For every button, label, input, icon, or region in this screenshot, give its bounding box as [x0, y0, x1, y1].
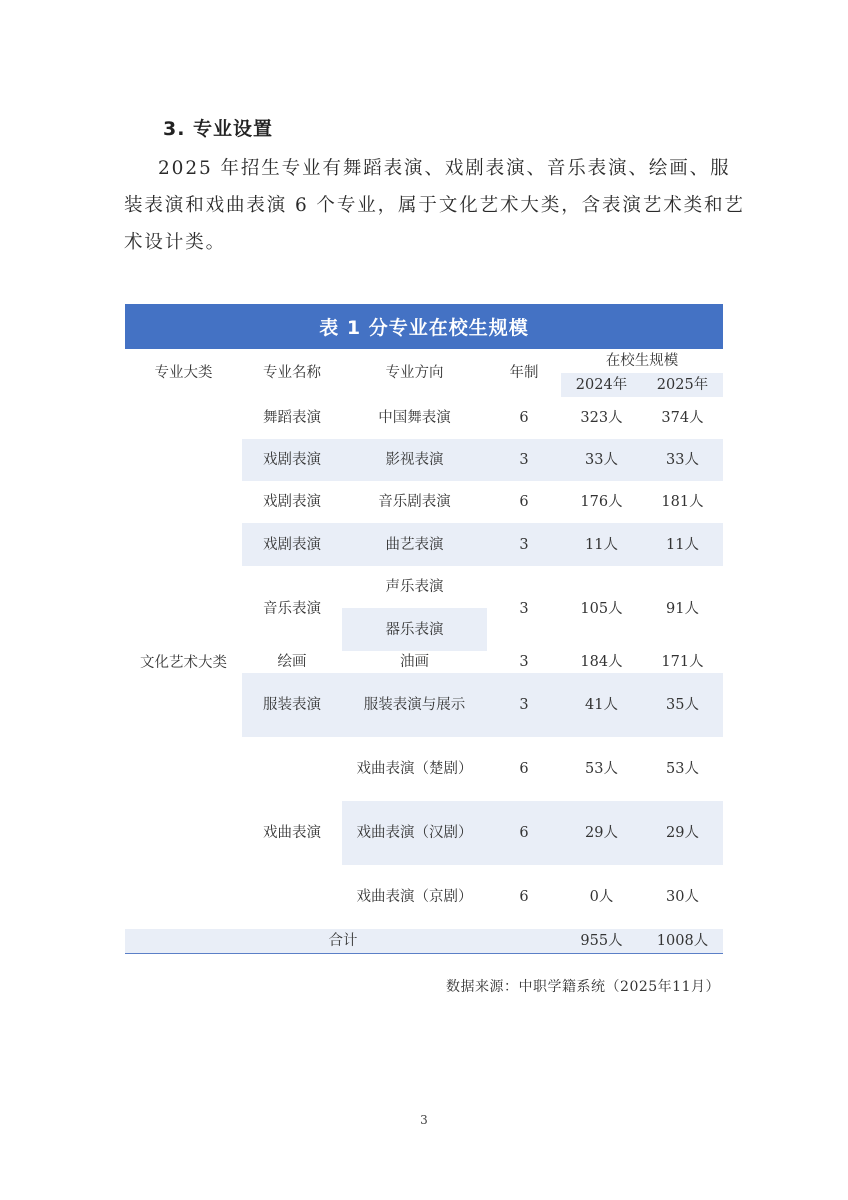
- direction-cell: 中国舞表演: [378, 410, 451, 426]
- table-title: 表 1 分专业在校生规模: [125, 304, 723, 349]
- header-major: 专业名称: [263, 365, 321, 381]
- major-cell: 音乐表演: [263, 600, 321, 617]
- value-2025-cell: 374人: [661, 410, 704, 426]
- total-row: [125, 929, 723, 954]
- header-2024: 2024年: [561, 373, 642, 397]
- paragraph-line: 装表演和戏曲表演 6 个专业，属于文化艺术大类，含表演艺术类和艺: [124, 195, 745, 216]
- direction-cell: 器乐表演: [342, 608, 487, 651]
- value-2024-cell: 0人: [589, 889, 614, 905]
- value-2024-cell: 176人: [580, 494, 623, 510]
- years-cell: 6: [519, 410, 529, 426]
- total-2024: 955人: [561, 929, 642, 954]
- header-years: 年制: [509, 365, 539, 381]
- direction-cell: 影视表演: [385, 452, 444, 468]
- header-category: 专业大类: [154, 365, 213, 381]
- paragraph-line: 术设计类。: [124, 232, 227, 253]
- years-cell: 6: [519, 889, 529, 905]
- enrollment-table: [125, 304, 723, 954]
- direction-cell: 戏曲表演（汉剧）: [356, 825, 473, 841]
- value-2024-cell: 184人: [580, 654, 623, 670]
- header-direction: 专业方向: [385, 365, 444, 381]
- direction-cell: 戏曲表演（京剧）: [356, 889, 473, 905]
- value-2025-cell: 53人: [666, 761, 699, 777]
- years-cell: 3: [519, 654, 529, 670]
- value-2025-cell: 171人: [661, 654, 704, 670]
- section-heading: 3. 专业设置: [163, 118, 274, 140]
- major-cell: 绘画: [277, 654, 307, 670]
- major-cell: 戏剧表演: [263, 536, 321, 553]
- value-2025-cell: 91人: [666, 600, 699, 617]
- direction-cell: 油画: [400, 654, 429, 670]
- direction-cell: 戏曲表演（楚剧）: [356, 761, 473, 777]
- value-2025-cell: 11人: [666, 536, 699, 553]
- years-cell: 6: [519, 494, 529, 510]
- years-cell: 3: [519, 536, 529, 553]
- value-2025-cell: 33人: [666, 452, 699, 468]
- header-enrollment: 在校生规模: [605, 353, 679, 369]
- major-cell: 戏曲表演: [263, 825, 321, 841]
- value-2024-cell: 29人: [585, 825, 618, 841]
- value-2024-cell: 53人: [585, 761, 618, 777]
- major-cell: 戏剧表演: [263, 494, 321, 510]
- value-2024-cell: 323人: [580, 410, 623, 426]
- page-number: 3: [420, 1113, 428, 1127]
- direction-cell: 音乐剧表演: [378, 494, 451, 510]
- value-2024-cell: 11人: [585, 536, 618, 553]
- value-2024-cell: 41人: [585, 697, 618, 713]
- value-2025-cell: 181人: [661, 494, 704, 510]
- years-cell: 6: [519, 825, 529, 841]
- years-cell: 3: [519, 452, 529, 468]
- value-2024-cell: 105人: [580, 600, 623, 617]
- direction-cell: 服装表演与展示: [363, 697, 466, 713]
- intro-paragraph: [124, 150, 745, 261]
- category-cell: 文化艺术大类: [140, 655, 227, 671]
- value-2025-cell: 30人: [666, 889, 699, 905]
- direction-cell: 曲艺表演: [385, 536, 444, 553]
- total-2025: 1008人: [642, 929, 723, 954]
- value-2025-cell: 35人: [666, 697, 699, 713]
- value-2025-cell: 29人: [666, 825, 699, 841]
- table-row: [125, 397, 723, 439]
- major-cell: 服装表演: [263, 697, 321, 713]
- header-row: [125, 349, 723, 373]
- value-2024-cell: 33人: [585, 452, 618, 468]
- major-cell: 舞蹈表演: [263, 410, 321, 426]
- paragraph-line: 2025 年招生专业有舞蹈表演、戏剧表演、音乐表演、绘画、服: [158, 158, 731, 179]
- data-source-note: 数据来源：中职学籍系统（2025年11月）: [446, 979, 720, 995]
- years-cell: 3: [519, 600, 529, 617]
- total-label: 合计: [125, 929, 561, 954]
- major-cell: 戏剧表演: [263, 452, 321, 468]
- years-cell: 6: [519, 761, 529, 777]
- years-cell: 3: [519, 697, 529, 713]
- header-2025: 2025年: [642, 373, 723, 397]
- direction-cell: 声乐表演: [385, 579, 444, 595]
